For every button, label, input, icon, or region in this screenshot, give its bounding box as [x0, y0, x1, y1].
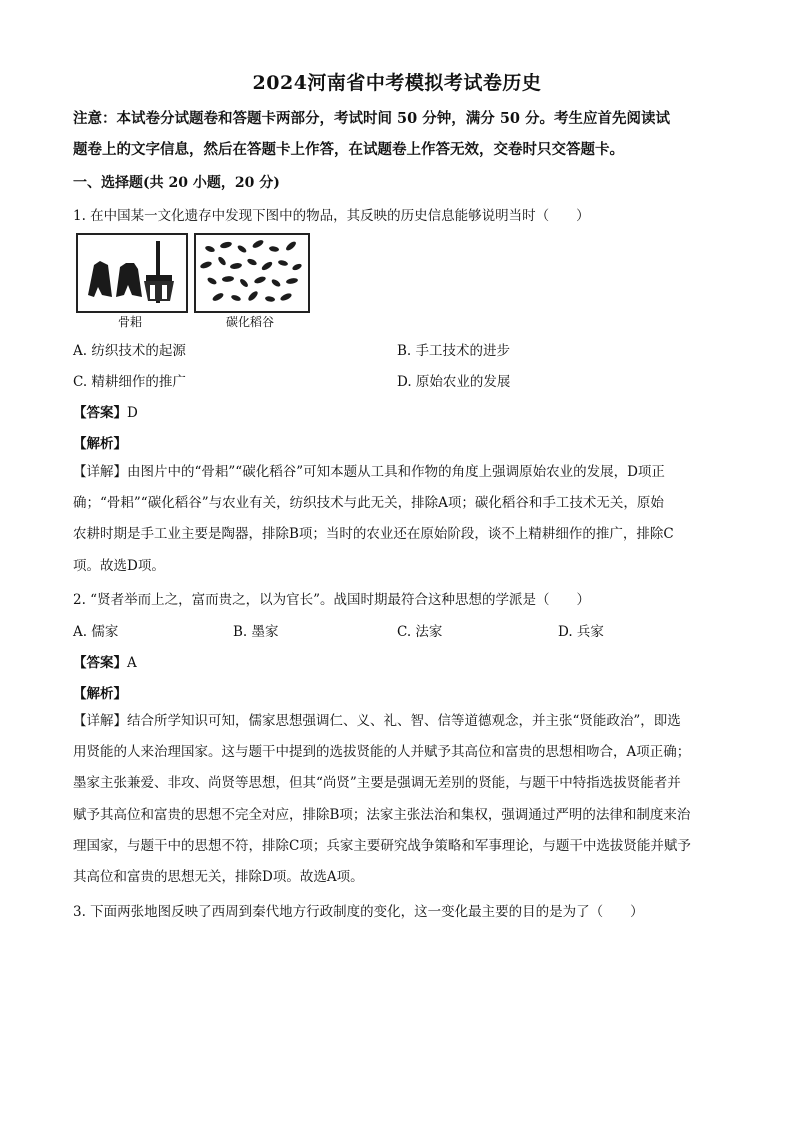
question-3-stem: 3. 下面两张地图反映了西周到秦代地方行政制度的变化，这一变化最主要的目的是为了（ ）	[73, 904, 644, 920]
notice-line: 注意：本试卷分试题卷和答题卡两部分，考试时间 50 分钟，满分 50 分。考生应首先阅读试	[73, 110, 671, 127]
question-2-stem: 2. “贤者举而上之，富而贵之，以为官长”。战国时期最符合这种思想的学派是（ ）	[73, 592, 590, 608]
q2-analysis-label: 【解析】	[73, 686, 127, 702]
detail-line: 墨家主张兼爱、非攻、尚贤等思想，但其“尚贤”主要是强调无差别的贤能，与题干中特指选拔贤能者并	[73, 775, 681, 792]
q1-detail	[73, 457, 721, 582]
q1-answer	[73, 401, 138, 421]
detail-line: 项。故选D项。	[73, 557, 165, 574]
section-heading: 一、选择题(共 20 小题，20 分)	[73, 175, 280, 191]
bone-spade-drawing	[78, 235, 186, 311]
carbonized-rice-image	[194, 233, 310, 313]
detail-line: 确；“骨耜”“碳化稻谷”与农业有关，纺织技术与此无关，排除A项；碳化稻谷和手工技术无关，原始	[73, 495, 664, 512]
notice-block	[73, 103, 723, 165]
detail-line: 【详解】结合所学知识可知，儒家思想强调仁、义、礼、智、信等道德观念，并主张“贤能政治”，即选	[73, 713, 681, 729]
detail-line: 其高位和富贵的思想无关，排除D项。故选A项。	[73, 869, 364, 886]
carbonized-rice-caption: 碳化稻谷	[225, 315, 274, 329]
detail-line: 农耕时期是手工业主要是陶器，排除B项；当时的农业还在原始阶段，谈不上精耕细作的推广，排除C	[73, 526, 674, 543]
q1-analysis-label: 【解析】	[73, 436, 127, 452]
detail-line: 【详解】由图片中的“骨耜”“碳化稻谷”可知本题从工具和作物的角度上强调原始农业的发展，D项正	[73, 464, 665, 480]
page-title: 2024河南省中考模拟考试卷历史	[252, 72, 542, 94]
bone-spade-image	[76, 233, 188, 313]
q1-option-c: C. 精耕细作的推广	[73, 374, 186, 390]
q1-option-d: D. 原始农业的发展	[397, 374, 511, 390]
answer-label: 【答案】	[73, 405, 127, 421]
q1-option-b: B. 手工技术的进步	[397, 343, 511, 359]
carbonized-rice-drawing	[196, 235, 308, 311]
notice-line: 题卷上的文字信息，然后在答题卡上作答，在试题卷上作答无效，交卷时只交答题卡。	[73, 141, 624, 158]
detail-line: 理国家，与题干中的思想不符，排除C项；兵家主要研究战争策略和军事理论，与题干中选拔贤能并赋予	[73, 837, 691, 854]
question-1-stem: 1. 在中国某一文化遗存中发现下图中的物品，其反映的历史信息能够说明当时（ ）	[73, 208, 590, 224]
q1-option-a: A. 纺织技术的起源	[73, 343, 186, 359]
q2-option-b: B. 墨家	[233, 624, 279, 640]
q2-option-a: A. 儒家	[73, 624, 119, 640]
q2-option-c: C. 法家	[397, 624, 443, 640]
bone-spade-caption: 骨耜	[117, 315, 142, 329]
q2-answer	[73, 651, 137, 671]
answer-value: A	[127, 655, 137, 671]
detail-line: 赋予其高位和富贵的思想不完全对应，排除B项；法家主张法治和集权，强调通过严明的法律和制度来治	[73, 806, 691, 823]
q2-detail	[73, 706, 721, 893]
q2-option-d: D. 兵家	[558, 624, 604, 640]
detail-line: 用贤能的人来治理国家。这与题干中提到的选拔贤能的人并赋予其高位和富贵的思想相吻合，A项正确；	[73, 744, 691, 761]
answer-value: D	[127, 405, 138, 421]
answer-label: 【答案】	[73, 655, 127, 671]
